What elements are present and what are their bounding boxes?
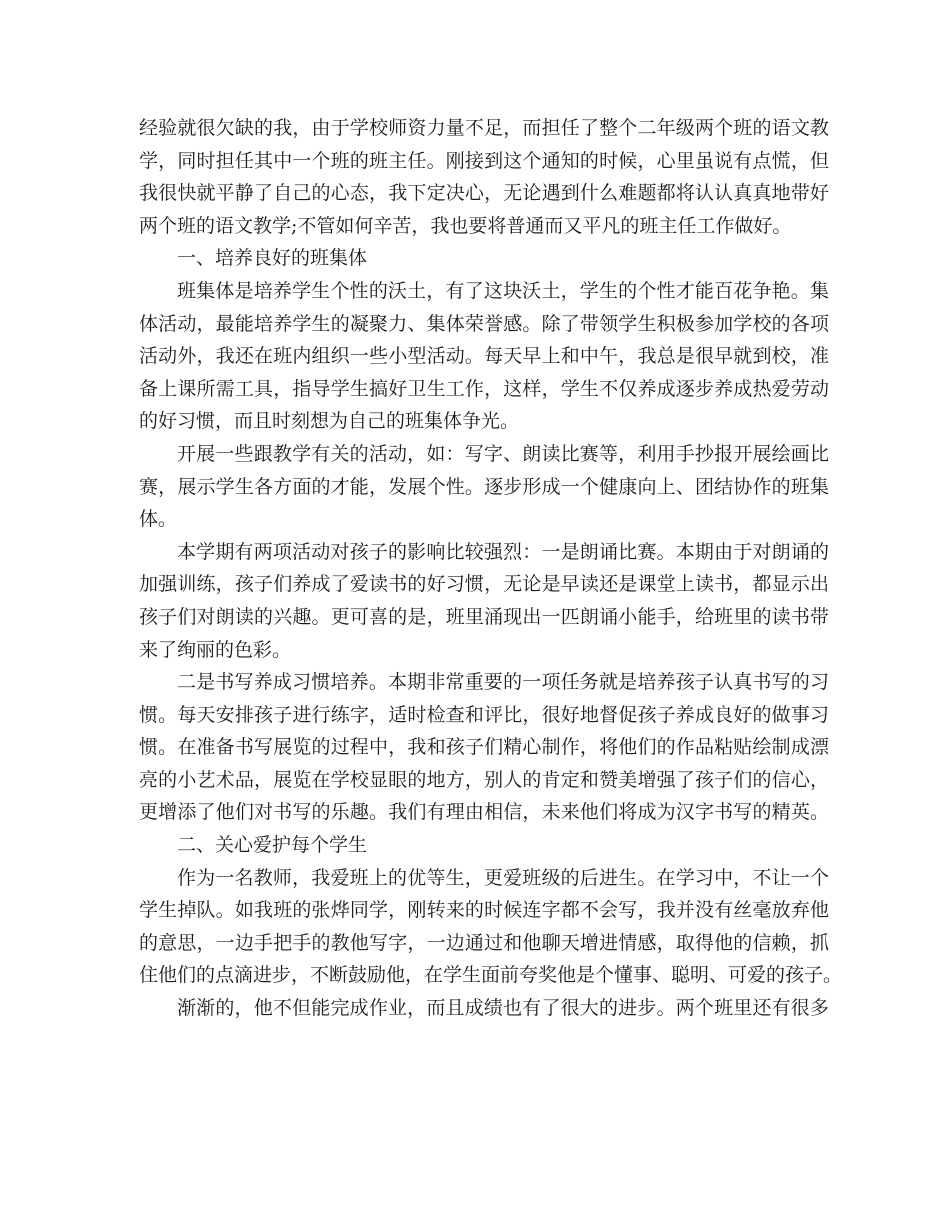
- text-line: 一、培养良好的班集体: [177, 247, 368, 270]
- text-line: 学生掉队。如我班的张烨同学，刚转来的时候连字都不会写，我并没有丝毫放弃他: [139, 899, 829, 922]
- text-line: 来了绚丽的色彩。: [139, 638, 292, 661]
- body-text: [139, 112, 843, 1025]
- text-line: 体。: [139, 508, 178, 531]
- text-line: 本学期有两项活动对孩子的影响比较强烈：一是朗诵比赛。本期由于对朗诵的: [177, 540, 829, 563]
- text-line: 的好习惯，而且时刻想为自己的班集体争光。: [139, 410, 520, 433]
- text-line: 两个班的语文教学;不管如何辛苦，我也要将普通而又平凡的班主任工作做好。: [139, 214, 792, 237]
- text-line: 赛，展示学生各方面的才能，发展个性。逐步形成一个健康向上、团结协作的班集: [139, 475, 829, 498]
- text-line: 加强训练，孩子们养成了爱读书的好习惯，无论是早读还是课堂上读书，都显示出: [139, 573, 829, 596]
- text-line: 孩子们对朗读的兴趣。更可喜的是，班里涌现出一匹朗诵小能手，给班里的读书带: [139, 605, 829, 628]
- text-line: 学，同时担任其中一个班的班主任。刚接到这个通知的时候，心里虽说有点慌，但: [139, 149, 829, 172]
- text-line: 体活动，最能培养学生的凝聚力、集体荣誉感。除了带领学生积极参加学校的各项: [139, 312, 829, 335]
- text-line: 的意思，一边手把手的教他写字，一边通过和他聊天增进情感，取得他的信赖，抓: [139, 931, 829, 954]
- text-line: 惯。在准备书写展览的过程中，我和孩子们精心制作，将他们的作品粘贴绘制成漂: [139, 736, 829, 759]
- text-line: 开展一些跟教学有关的活动，如：写字、朗读比赛等，利用手抄报开展绘画比: [177, 442, 829, 465]
- text-line: 住他们的点滴进步，不断鼓励他，在学生面前夸奖他是个懂事、聪明、可爱的孩子。: [139, 964, 843, 987]
- text-line: 备上课所需工具，指导学生搞好卫生工作，这样，学生不仅养成逐步养成热爱劳动: [139, 377, 829, 400]
- text-line: 亮的小艺术品，展览在学校显眼的地方，别人的肯定和赞美增强了孩子们的信心，: [139, 768, 829, 791]
- text-line: 渐渐的，他不但能完成作业，而且成绩也有了很大的进步。两个班里还有很多: [177, 997, 829, 1020]
- text-line: 经验就很欠缺的我，由于学校师资力量不足，而担任了整个二年级两个班的语文教: [139, 117, 829, 139]
- text-line: 作为一名教师，我爱班上的优等生，更爱班级的后进生。在学习中，不让一个: [177, 866, 829, 889]
- text-line: 二是书写养成习惯培养。本期非常重要的一项任务就是培养孩子认真书写的习: [177, 671, 829, 694]
- text-line: 我很快就平静了自己的心态，我下定决心，无论遇到什么难题都将认认真真地带好: [139, 182, 829, 205]
- text-line: 惯。每天安排孩子进行练字，适时检查和评比，很好地督促孩子养成良好的做事习: [139, 703, 829, 726]
- text-line: 二、关心爱护每个学生: [177, 834, 368, 857]
- text-line: 班集体是培养学生个性的沃土，有了这块沃土，学生的个性才能百花争艳。集: [177, 279, 829, 302]
- text-line: 活动外，我还在班内组织一些小型活动。每天早上和中午，我总是很早就到校，准: [139, 345, 829, 368]
- text-line: 更增添了他们对书写的乐趣。我们有理由相信，未来他们将成为汉字书写的精英。: [139, 801, 829, 824]
